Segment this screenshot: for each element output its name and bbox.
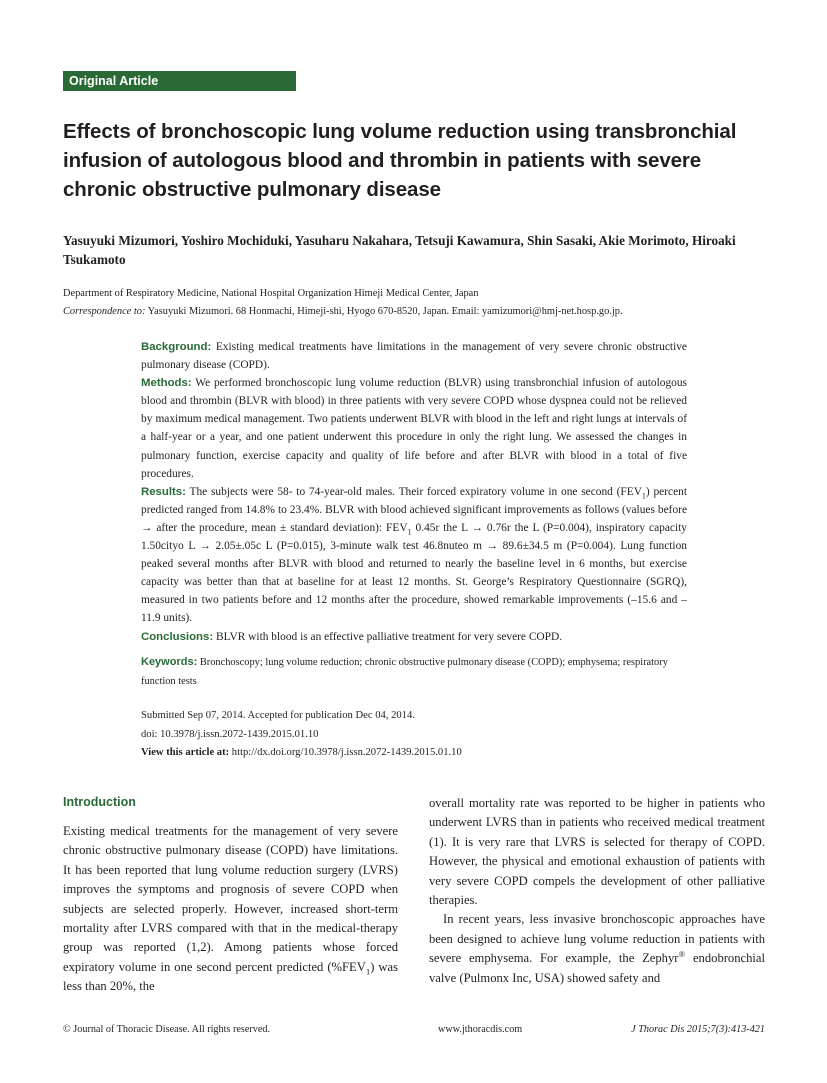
article-type-badge: Original Article bbox=[63, 71, 296, 91]
abstract-results bbox=[141, 483, 687, 628]
body-column-left bbox=[63, 822, 398, 997]
article-title: Effects of bronchoscopic lung volume reduction using transbronchial infusion of autologous blood and thrombin in patients with severe chronic obstructive pulmonary disease bbox=[63, 120, 737, 201]
keywords-heading: Keywords: bbox=[141, 656, 198, 668]
body-text: Existing medical treatments for the management of very severe chronic obstructive pulmonary disease (COPD) have limitations. It has been reported that lung volume reduction surgery (LVRS) improves the symptoms and prognosis of severe COPD when subjects are selected properly. However, increased short-term mortality after LVRS compared with that in the medical-therapy group was reported (1,2). Among patients whose forced expiratory volume in one second percent predicted (%FEV bbox=[63, 824, 398, 974]
subscript: 1 bbox=[407, 527, 412, 537]
body-paragraph bbox=[63, 822, 398, 997]
body-text: ) was less than 20%, the bbox=[63, 959, 398, 994]
abstract-background bbox=[141, 338, 687, 374]
body-paragraph: overall mortality rate was reported to be higher in patients who underwent LVRS than in patients who received medical treatment (1). It is very rare that LVRS is selected for therapy of COPD. However, the physical and emotional exhaustion of patients with very severe COPD compels the development of other palliative therapies. bbox=[429, 796, 765, 908]
background-text: Existing medical treatments have limitations in the management of very severe chronic obstructive pulmonary disease (COPD). bbox=[141, 341, 687, 372]
abstract-methods bbox=[141, 374, 687, 483]
body-text: In recent years, less invasive bronchoscopic approaches have been designed to achieve lung volume reduction in patients with severe emphysema. For example, the Zephyr bbox=[429, 912, 765, 966]
copyright: © Journal of Thoracic Disease. All rights reserved. bbox=[63, 1024, 270, 1035]
article-link bbox=[141, 744, 687, 763]
methods-heading: Methods: bbox=[141, 377, 192, 390]
correspondence bbox=[63, 303, 773, 321]
methods-text: We performed bronchoscopic lung volume reduction (BLVR) using transbronchial infusion of autologous blood and thrombin (BLVR with blood) in three patients with very severe COPD whose dyspnea could not be relieved by maximum medical management. Two patients underwent BLVR with blood in the left and right lungs at intervals of a half-year or a year, and one patient underwent this procedure in only the right lung. We assessed the changes in pulmonary function, exercise capacity and quality of life before and after BLVR with blood in a total of five procedures. bbox=[141, 377, 687, 480]
keywords bbox=[141, 653, 687, 691]
affiliation: Department of Respiratory Medicine, National Hospital Organization Himeji Medical Center, Japan bbox=[63, 288, 479, 299]
subscript: 1 bbox=[641, 491, 646, 501]
view-article-url[interactable]: http://dx.doi.org/10.3978/j.issn.2072-1439.2015.01.10 bbox=[229, 747, 462, 758]
conclusions-heading: Conclusions: bbox=[141, 630, 214, 643]
body-text: endobronchial valve (Pulmonx Inc, USA) showed safety and bbox=[429, 951, 765, 985]
results-text: ) percent predicted ranged from 14.8% to 23.4%. BLVR with blood achieved significant improvements as follows (values before → after the procedure, mean ± standard deviation): FEV bbox=[141, 485, 687, 534]
correspondence-text: Yasuyuki Mizumori. 68 Honmachi, Himeji-shi, Hyogo 670-8520, Japan. Email: yamizumori@hmj-net.hosp.go.jp. bbox=[145, 306, 623, 317]
background-heading: Background: bbox=[141, 341, 212, 353]
submission-info bbox=[141, 707, 687, 763]
affiliation-block bbox=[63, 285, 773, 321]
doi: doi: 10.3978/j.issn.2072-1439.2015.01.10 bbox=[141, 728, 319, 740]
page-footer bbox=[63, 1022, 765, 1038]
body-paragraph bbox=[429, 910, 765, 988]
abstract-conclusions bbox=[141, 628, 687, 646]
results-text: 0.45r the L → 0.76r the L (P=0.004), inspiratory capacity 1.50cityo L → 2.05±.05c L (P=0.015), 3-minute walk test 46.8nuteo m → 89.6±34.5 m (P=0.004). Lung function peaked several months after BLVR with blood and returned to nearly the baseline level in 6 months, but exercise capacity was better than that at baseline for at least 12 months. St. George’s Respiratory Questionnaire (SGRQ), measured in two patients before and 12 months after the procedure, showed remarkable improvements (–15.6 and –11.9 units). bbox=[141, 521, 687, 625]
results-text: The subjects were 58- to 74-year-old males. Their forced expiratory volume in one second (FEV bbox=[185, 485, 642, 498]
submission-dates: Submitted Sep 07, 2014. Accepted for publication Dec 04, 2014. bbox=[141, 710, 415, 721]
journal-citation: J Thorac Dis 2015;7(3):413-421 bbox=[631, 1024, 765, 1035]
author-list: Yasuyuki Mizumori, Yoshiro Mochiduki, Yasuharu Nakahara, Tetsuji Kawamura, Shin Sasaki, Akie Morimoto, Hiroaki Tsukamoto bbox=[63, 233, 736, 267]
keywords-text: Bronchoscopy; lung volume reduction; chronic obstructive pulmonary disease (COPD); emphysema; respiratory function tests bbox=[141, 657, 668, 687]
subscript: 1 bbox=[365, 966, 371, 977]
journal-website[interactable]: www.jthoracdis.com bbox=[438, 1024, 523, 1035]
introduction-heading: Introduction bbox=[63, 795, 136, 809]
conclusions-text: BLVR with blood is an effective palliative treatment for very severe COPD. bbox=[213, 630, 563, 643]
superscript: ® bbox=[678, 949, 686, 960]
results-heading: Results: bbox=[141, 485, 186, 498]
correspondence-label: Correspondence to: bbox=[63, 306, 146, 317]
abstract bbox=[141, 338, 687, 646]
body-column-right bbox=[429, 794, 765, 988]
view-article-label: View this article at: bbox=[141, 747, 230, 758]
